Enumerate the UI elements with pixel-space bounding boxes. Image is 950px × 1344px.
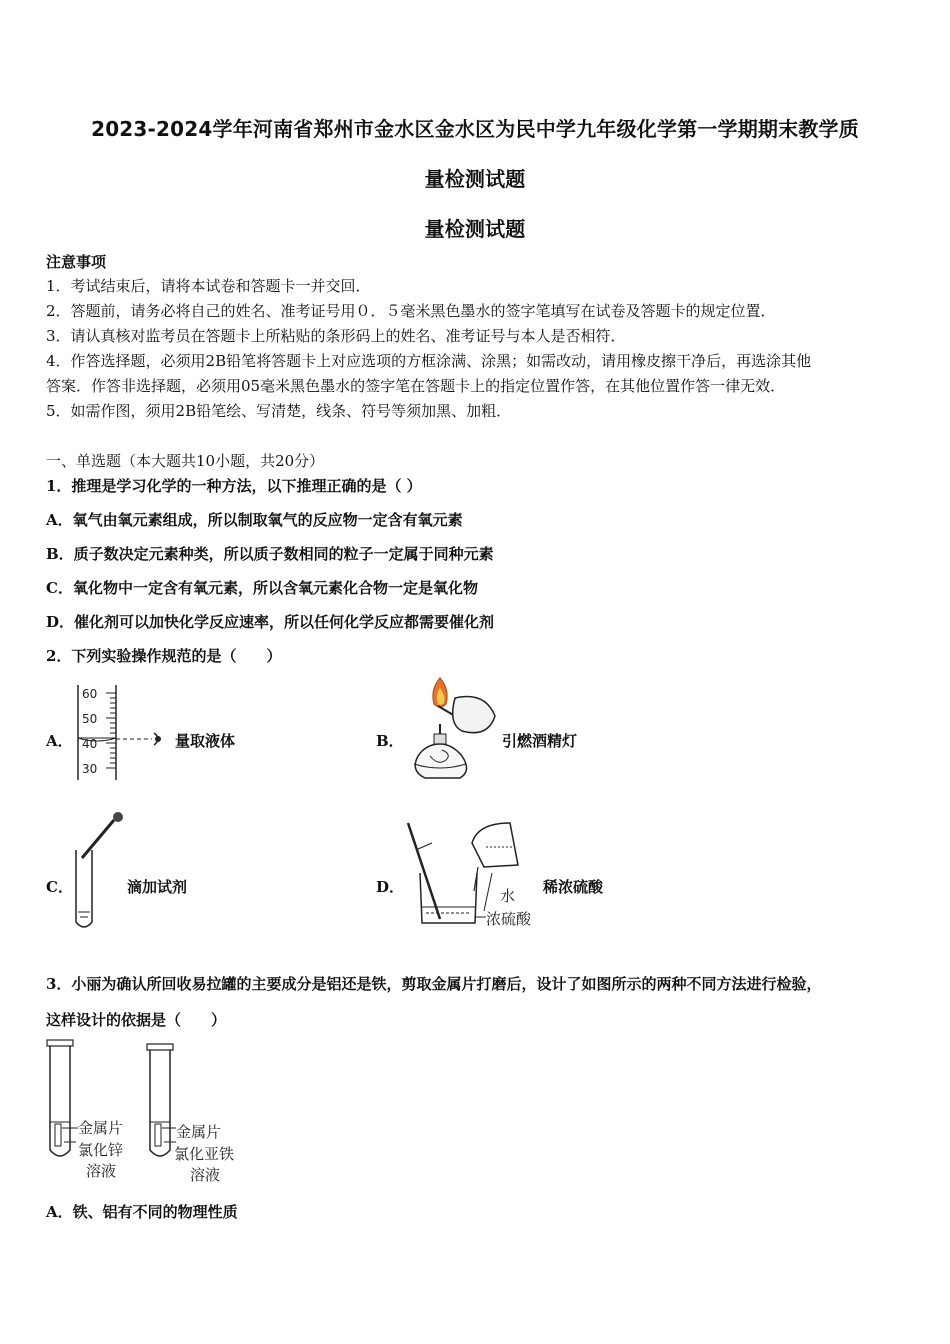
option-b-label: 引燃酒精灯 <box>502 732 578 750</box>
option-d: D．催化剂可以加快化学反应速率，所以任何化学反应都需要催化剂 <box>46 613 495 631</box>
option-c-label: 滴加试剂 <box>127 878 188 896</box>
tick-label: 30 <box>82 762 98 776</box>
option-b: B．质子数决定元素种类，所以质子数相同的粒子一定属于同种元素 <box>46 545 494 563</box>
alcohol-lamp-figure <box>400 676 500 786</box>
option-a-letter: A． <box>46 732 73 750</box>
option-c-letter: C． <box>46 878 73 896</box>
option-c: C．氧化物中一定含有氧元素，所以含氧元素化合物一定是氧化物 <box>46 579 478 597</box>
option-d-label: 稀浓硫酸 <box>543 878 604 896</box>
tube2-metal-label: 金属片 <box>176 1123 222 1141</box>
notice-item: 3．请认真核对监考员在答题卡上所粘贴的条形码上的姓名、准考证号与本人是否相符． <box>46 327 626 345</box>
page-subtitle: 量检测试题 <box>424 217 526 241</box>
acid-label: 浓硫酸 <box>486 910 532 928</box>
dropper-bulb-icon <box>113 812 123 822</box>
option-a: A．铁、铝有不同的物理性质 <box>46 1203 238 1221</box>
tick-label: 60 <box>82 687 98 701</box>
water-label: 水 <box>500 887 516 905</box>
section-heading: 一、单选题（本大题共10小题，共20分） <box>46 452 325 470</box>
notice-item: 1．考试结束后，请将本试卷和答题卡一并交回． <box>46 277 371 295</box>
notice-item: 5．如需作图，须用2B铅笔绘、写清楚，线条、符号等须加黑、加粗． <box>46 402 512 420</box>
dropper-tube-figure <box>68 810 138 935</box>
question-stem: 2．下列实验操作规范的是（ ） <box>46 647 282 665</box>
flame-icon <box>433 678 447 707</box>
test-tubes-figure <box>40 1038 250 1188</box>
tick-label: 40 <box>82 737 98 751</box>
notice-item: 4．作答选择题，必须用2B铅笔将答题卡上对应选项的方框涂满、涂黑；如需改动，请用橡皮擦干净后，再选涂其他 <box>46 352 812 370</box>
test-tube-2 <box>147 1044 234 1184</box>
question-stem: 3．小丽为确认所回收易拉罐的主要成分是铝还是铁，剪取金属片打磨后，设计了如图所示的两种不同方法进行检验， <box>46 975 822 993</box>
eye-icon <box>154 733 161 745</box>
graduated-cylinder-figure <box>70 680 180 785</box>
question-stem-cont: 这样设计的依据是（ ） <box>46 1011 227 1029</box>
notice-heading: 注意事项 <box>46 253 107 271</box>
test-tube-1 <box>47 1040 123 1180</box>
notice-item: 答案．作答非选择题，必须用05毫米黑色墨水的签字笔在答题卡上的指定位置作答，在其他位置作答一律无效． <box>46 377 786 395</box>
tick-label: 50 <box>82 712 98 726</box>
option-a-label: 量取液体 <box>175 732 236 750</box>
notice-item: 2．答题前，请务必将自己的姓名、准考证号用０．５毫米黑色墨水的签字笔填写在试卷及答题卡的规定位置． <box>46 302 776 320</box>
option-a: A．氧气由氧元素组成，所以制取氧气的反应物一定含有氧元素 <box>46 511 463 529</box>
tube1-metal-label: 金属片 <box>78 1119 124 1137</box>
tube1-solution-label: 氯化锌 <box>78 1141 124 1159</box>
tube2-solution-label-2: 溶液 <box>190 1166 221 1184</box>
question-stem: 1．推理是学习化学的一种方法，以下推理正确的是（ ） <box>46 477 422 495</box>
tube2-solution-label: 氯化亚铁 <box>174 1145 235 1163</box>
page-title-cont: 量检测试题 <box>424 167 526 191</box>
option-d-letter: D． <box>376 878 405 896</box>
page-title: 2023-2024学年河南省郑州市金水区金水区为民中学九年级化学第一学期期末教学质 <box>91 117 859 141</box>
option-b-letter: B． <box>376 732 404 750</box>
tube1-solution-label-2: 溶液 <box>86 1162 117 1180</box>
dilution-figure <box>400 815 545 933</box>
